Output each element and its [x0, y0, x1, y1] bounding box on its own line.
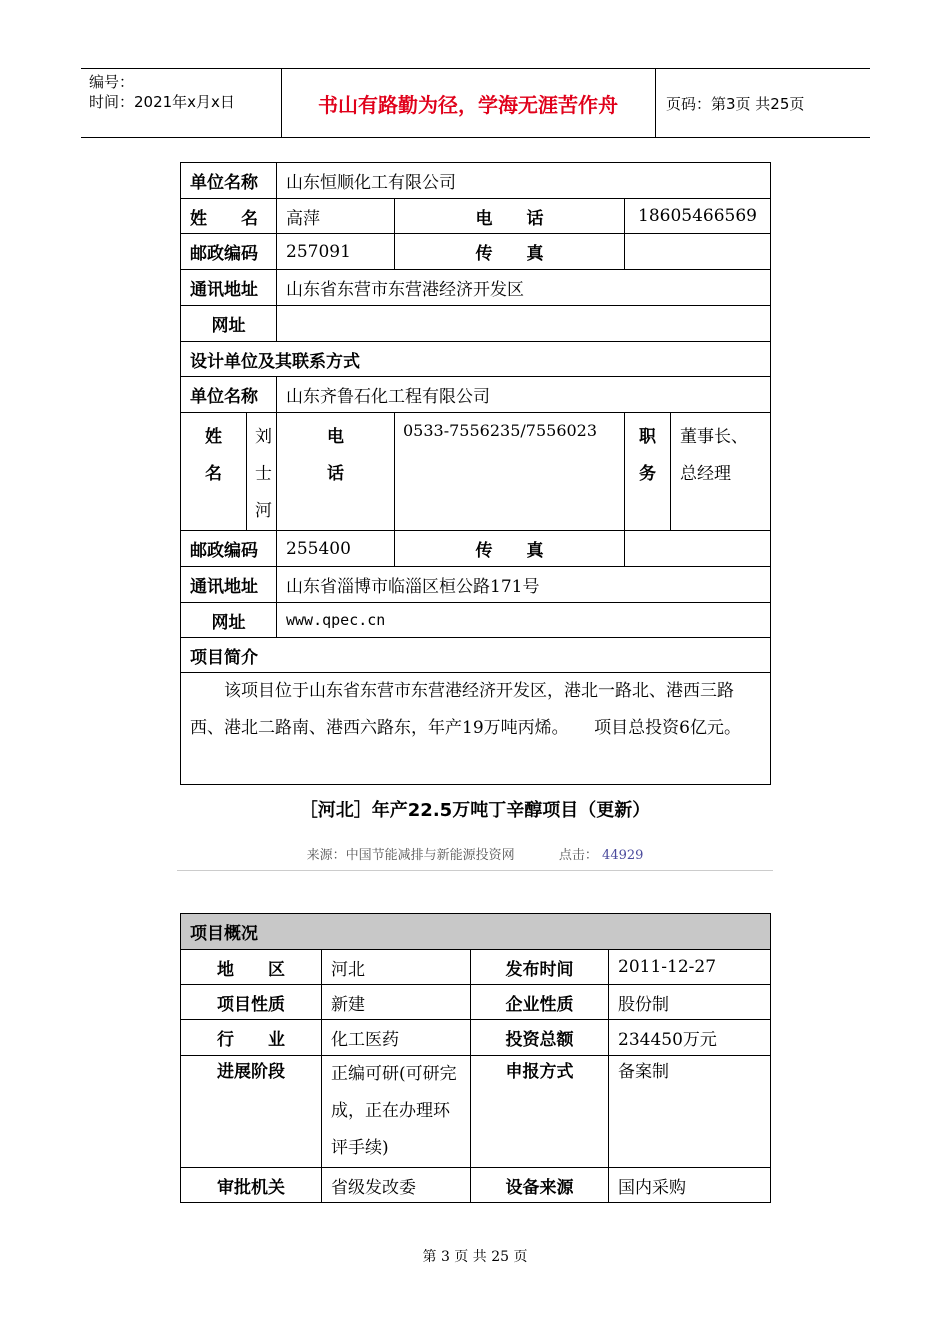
design-post-label: 职 务	[625, 413, 671, 531]
page-label: 页码：第3页 共25页	[666, 94, 805, 113]
equipment-value: 国内采购	[609, 1168, 771, 1203]
address-label: 通讯地址	[181, 270, 277, 306]
web-label: 网址	[181, 306, 277, 342]
design-fax-label: 传 真	[395, 531, 625, 567]
project-nature-value: 新建	[322, 985, 471, 1020]
design-phone-value: 0533-7556235/7556023	[395, 413, 625, 531]
motto: 书山有路勤为径，学海无涯苦作舟	[281, 69, 656, 137]
design-web-label: 网址	[181, 603, 277, 638]
project-nature-label: 项目性质	[181, 985, 322, 1020]
design-name-label: 姓 名	[181, 413, 247, 531]
page-header	[81, 68, 870, 138]
unit-label: 单位名称	[181, 163, 277, 199]
stage-value: 正编可研(可研完成，正在办理环评手续)	[322, 1056, 471, 1168]
postcode-value: 257091	[277, 234, 395, 270]
design-address-label: 通讯地址	[181, 567, 277, 603]
design-postcode-value: 255400	[277, 531, 395, 567]
equipment-label: 设备来源	[471, 1168, 609, 1203]
header-meta	[81, 69, 282, 137]
design-fax-value	[625, 531, 771, 567]
fax-value	[625, 234, 771, 270]
source-label: 来源：中国节能减排与新能源投资网	[306, 848, 515, 863]
design-postcode-label: 邮政编码	[181, 531, 277, 567]
region-value: 河北	[322, 950, 471, 985]
table-row	[181, 985, 771, 1020]
article-source	[0, 844, 950, 863]
phone-value: 18605466569	[625, 199, 771, 234]
approval-value: 省级发改委	[322, 1168, 471, 1203]
separator	[177, 870, 773, 871]
table-row	[181, 1168, 771, 1203]
code-label: 编号：	[89, 73, 135, 91]
web-value	[277, 306, 771, 342]
company-nature-label: 企业性质	[471, 985, 609, 1020]
industry-value: 化工医药	[322, 1020, 471, 1056]
name-value: 高萍	[277, 199, 395, 234]
region-label: 地 区	[181, 950, 322, 985]
intro-text: 该项目位于山东省东营市东营港经济开发区，港北一路北、港西三路西、港北二路南、港西六路东，年产19万吨丙烯。 项目总投资6亿元。	[181, 673, 771, 785]
design-heading: 设计单位及其联系方式	[181, 342, 771, 377]
table-row	[181, 1056, 771, 1168]
publish-time-label: 发布时间	[471, 950, 609, 985]
phone-label: 电 话	[395, 199, 625, 234]
table-row	[181, 950, 771, 985]
overview-heading: 项目概况	[181, 914, 771, 950]
stage-label: 进展阶段	[181, 1056, 322, 1168]
table-row	[181, 1020, 771, 1056]
page-footer: 第 3 页 共 25 页	[422, 1249, 528, 1265]
clicks-label: 点击：	[558, 848, 598, 863]
intro-heading: 项目简介	[181, 638, 771, 673]
design-unit-value: 山东齐鲁石化工程有限公司	[277, 377, 771, 413]
contact-table	[180, 162, 771, 785]
design-web-value: www.qpec.cn	[277, 603, 771, 638]
fax-label: 传 真	[395, 234, 625, 270]
article-title: ［河北］年产22.5万吨丁辛醇项目（更新）	[299, 800, 651, 821]
industry-label: 行 业	[181, 1020, 322, 1056]
design-phone-label: 电 话	[277, 413, 395, 531]
design-address-value: 山东省淄博市临淄区桓公路171号	[277, 567, 771, 603]
address-value: 山东省东营市东营港经济开发区	[277, 270, 771, 306]
time-label: 时间：2021年x月x日	[89, 93, 235, 111]
design-post-value: 董事长、 总经理	[671, 413, 771, 531]
investment-label: 投资总额	[471, 1020, 609, 1056]
filing-value: 备案制	[609, 1056, 771, 1168]
clicks-value: 44929	[602, 848, 644, 863]
unit-value: 山东恒顺化工有限公司	[277, 163, 771, 199]
design-unit-label: 单位名称	[181, 377, 277, 413]
investment-value: 234450万元	[609, 1020, 771, 1056]
publish-time-value: 2011-12-27	[609, 950, 771, 985]
filing-label: 申报方式	[471, 1056, 609, 1168]
name-label: 姓 名	[181, 199, 277, 234]
company-nature-value: 股份制	[609, 985, 771, 1020]
postcode-label: 邮政编码	[181, 234, 277, 270]
overview-table	[180, 913, 771, 1203]
design-name-value: 刘士 河	[247, 413, 277, 531]
approval-label: 审批机关	[181, 1168, 322, 1203]
